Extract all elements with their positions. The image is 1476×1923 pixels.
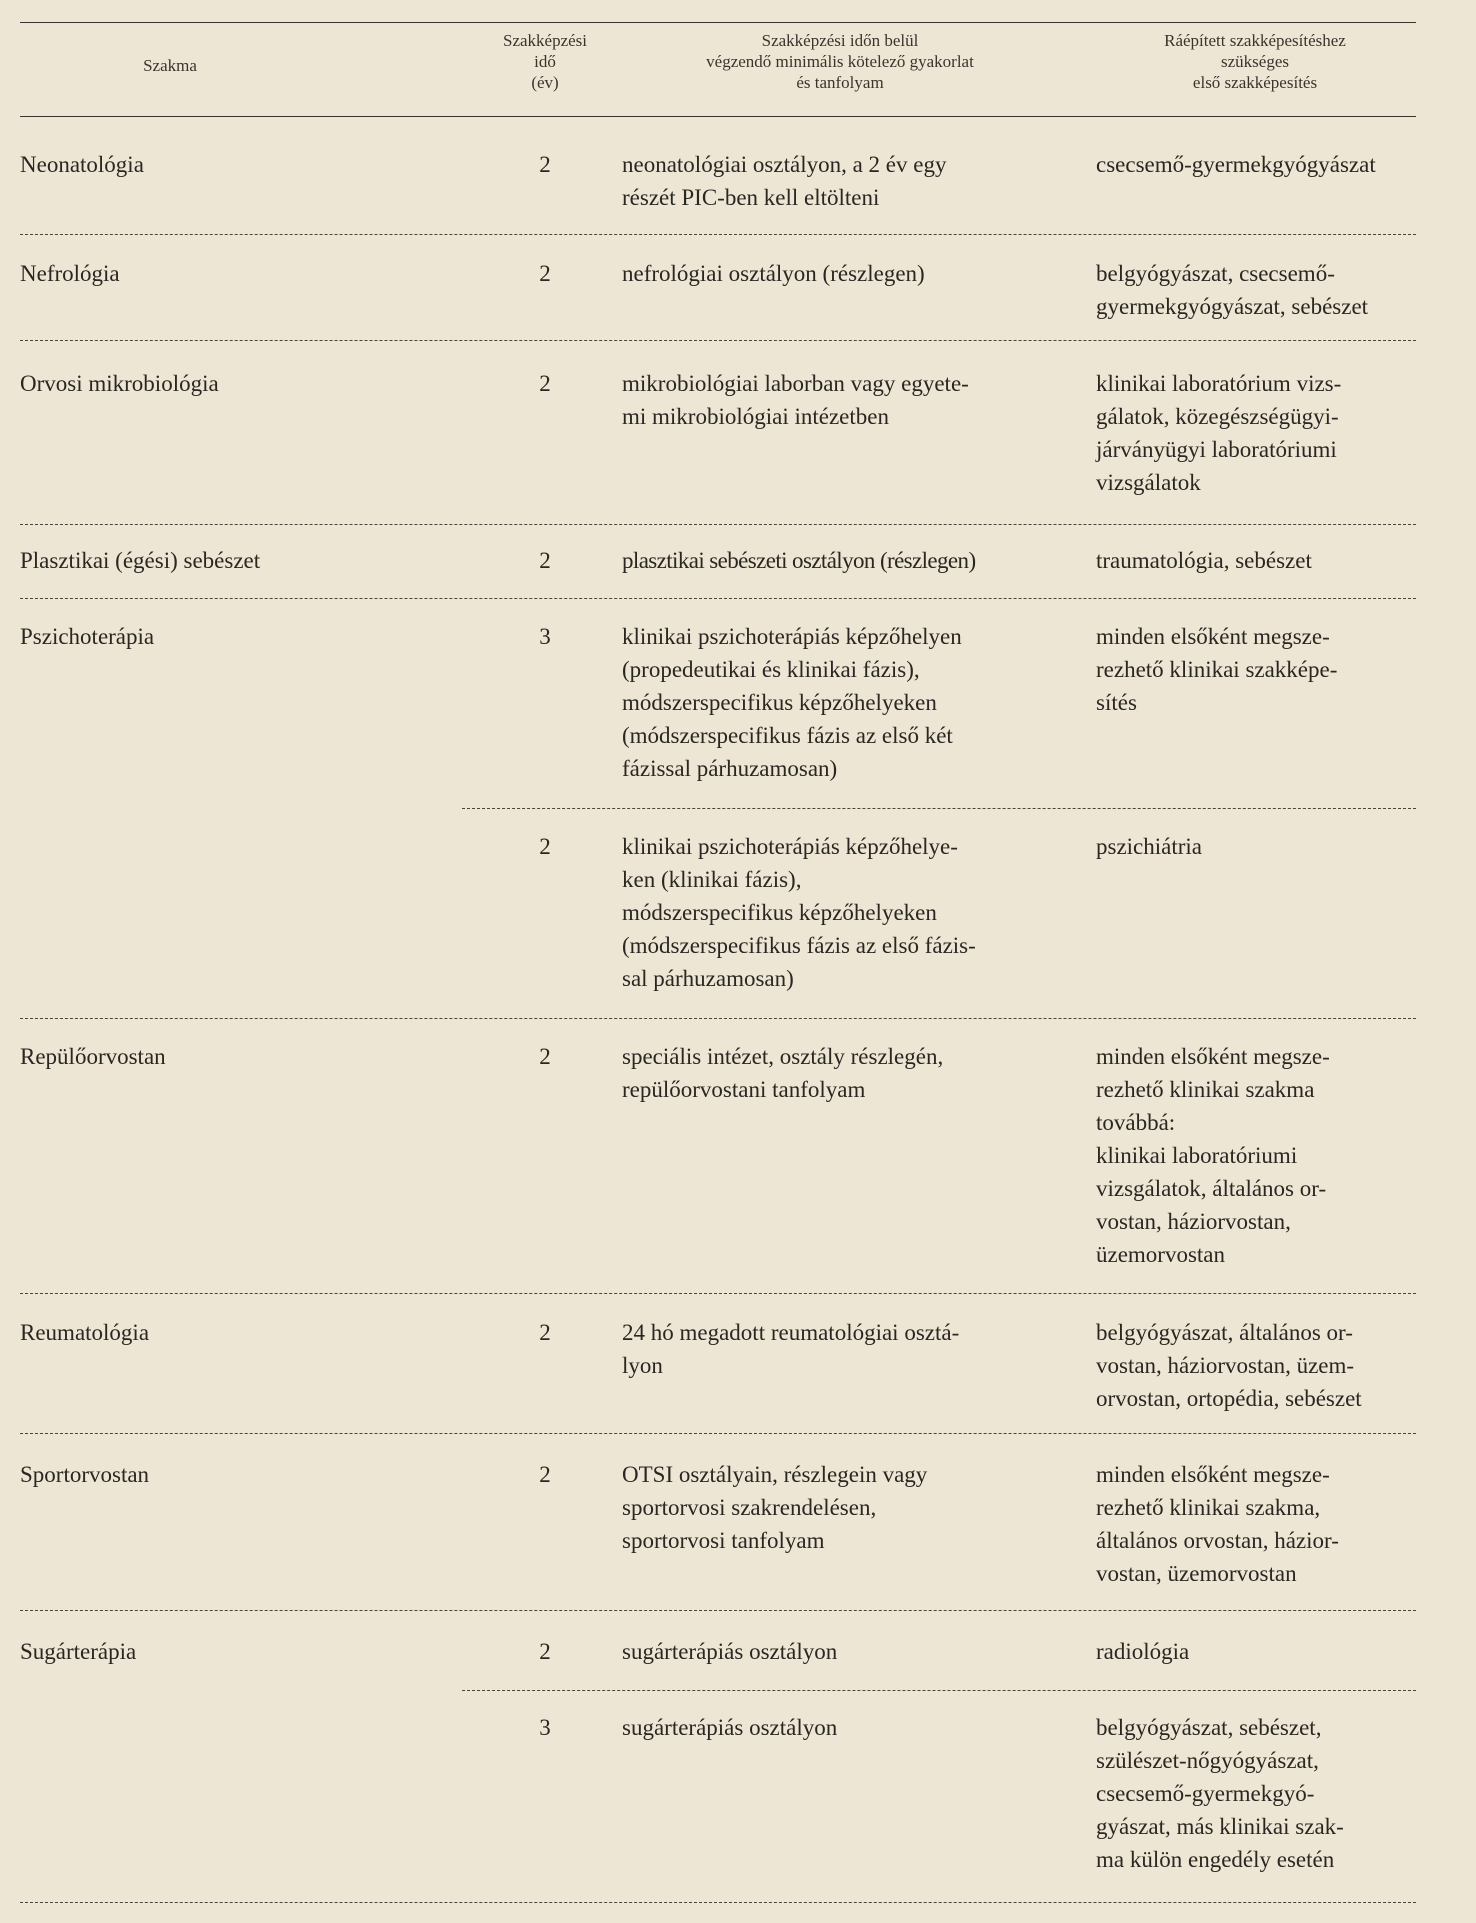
row-separator <box>20 1433 1416 1434</box>
header-elso-szakkepesites: Ráépített szakképesítéshez szükséges első szakképesítés <box>1164 31 1346 92</box>
row-nefrologia-elso: belgyógyászat, csecsemő- gyermekgyógyászat, sebészet <box>1096 261 1369 319</box>
row-sugarterapia-ido: 2 <box>539 1639 551 1664</box>
row-separator <box>20 1293 1416 1294</box>
row-reumatologia-gyakorlat: 24 hó megadott reumatológiai osztá- lyon <box>622 1320 960 1378</box>
header-szakma: Szakma <box>143 56 197 75</box>
row-separator <box>20 1018 1416 1019</box>
row-separator <box>20 234 1416 235</box>
row-pszichoterapia-szakma: Pszichoterápia <box>20 624 155 649</box>
row-mikrobiologia-szakma: Orvosi mikrobiológia <box>20 371 219 396</box>
table-top-rule <box>20 22 1416 23</box>
row-sugarterapia-elso: radiológia <box>1096 1639 1190 1664</box>
row-sugarterapia-gyakorlat: sugárterápiás osztályon <box>622 1639 838 1664</box>
row-repuloorvostan-gyakorlat: speciális intézet, osztály részlegén, repülőorvostani tanfolyam <box>622 1044 944 1102</box>
header-bottom-rule <box>20 116 1416 117</box>
row-plasztikai-elso: traumatológia, sebészet <box>1096 548 1312 573</box>
row-nefrologia-gyakorlat: nefrológiai osztályon (részlegen) <box>622 261 925 286</box>
row-mikrobiologia-gyakorlat: mikrobiológiai laborban vagy egyete- mi mikrobiológiai intézetben <box>622 371 969 429</box>
row-sub-separator <box>462 1690 1416 1691</box>
row-reumatologia-szakma: Reumatológia <box>20 1320 150 1345</box>
row-separator <box>20 1610 1416 1611</box>
row-sugarterapia-3-gyakorlat: sugárterápiás osztályon <box>622 1715 838 1740</box>
row-nefrologia-ido: 2 <box>539 261 551 286</box>
row-neonatologia-szakma: Neonatológia <box>20 152 144 177</box>
row-pszichoterapia-elso: minden elsőként megsze- rezhető klinikai szakképe- sítés <box>1096 624 1338 715</box>
row-plasztikai-szakma: Plasztikai (égési) sebészet <box>20 548 261 573</box>
row-repuloorvostan-ido: 2 <box>539 1044 551 1069</box>
row-repuloorvostan-elso: minden elsőként megsze- rezhető klinikai szakma továbbá: klinikai laboratóriumi vizsgálatok, általános or- vostan, háziorvostan, üzemorvostan <box>1096 1044 1330 1267</box>
row-sugarterapia-3-ido: 3 <box>539 1715 551 1740</box>
row-repuloorvostan-szakma: Repülőorvostan <box>20 1044 166 1069</box>
row-sugarterapia-3-elso: belgyógyászat, sebészet, szülészet-nőgyógyászat, csecsemő-gyermekgyó- gyászat, más klinikai szak- ma külön engedély esetén <box>1096 1715 1344 1872</box>
row-neonatologia-gyakorlat: neonatológiai osztályon, a 2 év egy részét PIC-ben kell eltölteni <box>622 152 947 210</box>
row-nefrologia-szakma: Nefrológia <box>20 261 120 286</box>
header-gyakorlat: Szakképzési időn belül végzendő minimális kötelező gyakorlat és tanfolyam <box>706 31 974 92</box>
row-pszichoterapia-gyakorlat: klinikai pszichoterápiás képzőhelyen (propedeutikai és klinikai fázis), módszerspecifikus képzőhelyeken (módszerspecifikus fázis az első két fázissal párhuzamosan) <box>622 624 962 781</box>
row-sub-separator <box>462 808 1416 809</box>
row-pszichoterapia-2-gyakorlat: klinikai pszichoterápiás képzőhelye- ken (klinikai fázis), módszerspecifikus képzőhelyeken (módszerspecifikus fázis az első fázis- sal párhuzamosan) <box>622 834 976 991</box>
row-sportorvostan-ido: 2 <box>539 1462 551 1487</box>
row-sugarterapia-szakma: Sugárterápia <box>20 1639 137 1664</box>
row-mikrobiologia-elso: klinikai laboratórium vizs- gálatok, közegészségügyi- járványügyi laboratóriumi vizsgálatok <box>1096 371 1342 495</box>
header-szakkepzesi-ido: Szakképzési idő (év) <box>502 31 588 92</box>
row-separator <box>20 1902 1416 1903</box>
row-reumatologia-ido: 2 <box>539 1320 551 1345</box>
row-pszichoterapia-ido: 3 <box>539 624 551 649</box>
row-separator <box>20 524 1416 525</box>
row-pszichoterapia-2-elso: pszichiátria <box>1096 834 1203 859</box>
row-separator <box>20 598 1416 599</box>
row-separator <box>20 340 1416 341</box>
row-sportorvostan-elso: minden elsőként megsze- rezhető klinikai szakma, általános orvostan, házior- vostan, üzemorvostan <box>1096 1462 1339 1586</box>
row-sportorvostan-szakma: Sportorvostan <box>20 1462 150 1487</box>
row-mikrobiologia-ido: 2 <box>539 371 551 396</box>
row-plasztikai-gyakorlat: plasztikai sebészeti osztályon (részlegen) <box>622 548 976 573</box>
row-reumatologia-elso: belgyógyászat, általános or- vostan, háziorvostan, üzem- orvostan, ortopédia, sebészet <box>1096 1320 1362 1411</box>
row-sportorvostan-gyakorlat: OTSI osztályain, részlegein vagy sportorvosi szakrendelésen, sportorvosi tanfolyam <box>622 1462 928 1553</box>
row-neonatologia-elso: csecsemő-gyermekgyógyászat <box>1096 152 1376 177</box>
row-plasztikai-ido: 2 <box>539 548 551 573</box>
row-pszichoterapia-2-ido: 2 <box>539 834 551 859</box>
row-neonatologia-ido: 2 <box>539 152 551 177</box>
